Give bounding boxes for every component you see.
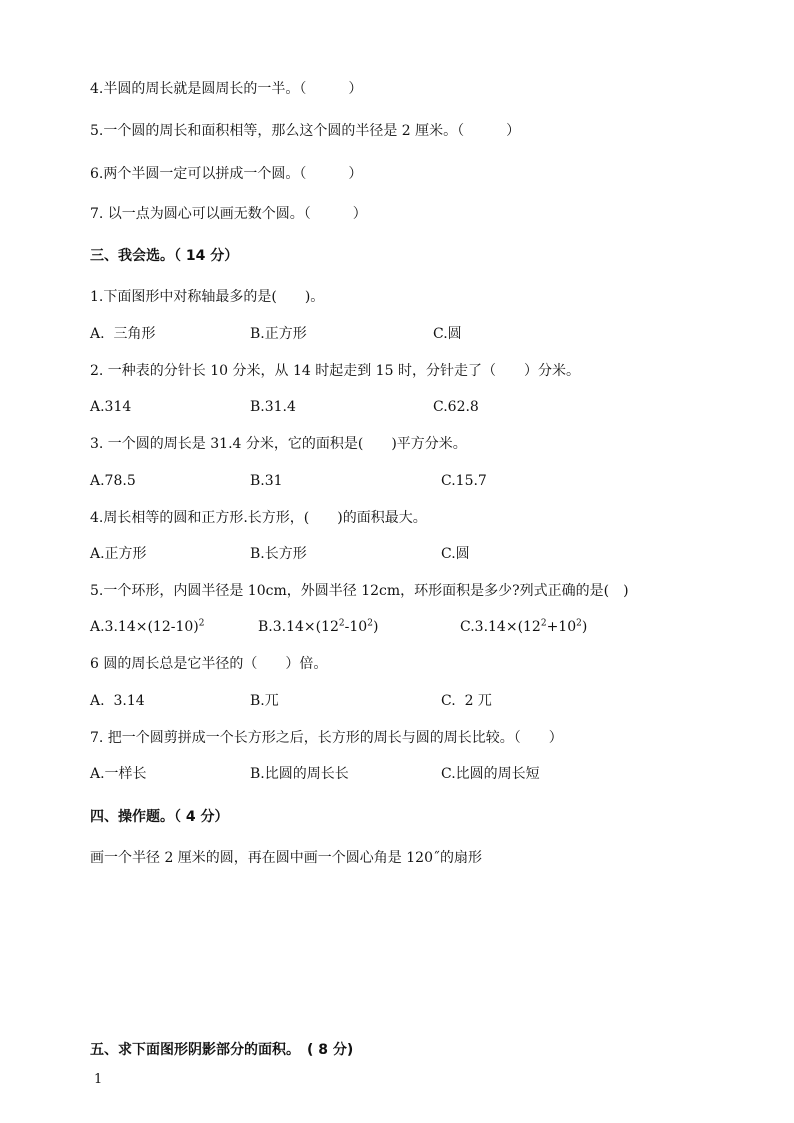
section-5-title: 五、求下面图形阴影部分的面积。 ( 8 分)	[90, 1042, 354, 1058]
choice-q5-option-a: $A.3.14\times(12-10)^2$	[90, 618, 205, 635]
choice-q4-option-a: A.正方形	[90, 546, 147, 562]
judge-item-7: 7. 以一点为圆心可以画无数个圆。（ ）	[90, 206, 367, 222]
choice-q1: 1.下面图形中对称轴最多的是( )。	[90, 289, 325, 305]
choice-q2: 2. 一种表的分针长 10 分米，从 14 时起走到 15 时，分针走了（ ）分米。	[90, 363, 580, 379]
choice-q4: 4.周长相等的圆和正方形.长方形，( )的面积最大。	[90, 510, 427, 526]
page-number: 1	[94, 1072, 103, 1087]
choice-q7: 7. 把一个圆剪拼成一个长方形之后，长方形的周长与圆的周长比较。（ ）	[90, 730, 563, 746]
section-4-title: 四、操作题。（ 4 分）	[90, 809, 229, 825]
choice-q4-option-b: B.长方形	[250, 546, 307, 562]
choice-q7-option-a: A.一样长	[90, 766, 147, 782]
choice-q2-option-b: B.31.4	[250, 399, 296, 415]
choice-q1-option-c: C.圆	[433, 326, 462, 342]
choice-q6: 6 圆的周长总是它半径的（ ）倍。	[90, 656, 328, 672]
judge-item-6: 6.两个半圆一定可以拼成一个圆。（ ）	[90, 166, 363, 182]
section-4-text: 画一个半径 2 厘米的圆，再在圆中画一个圆心角是 120˝的扇形	[90, 850, 482, 866]
choice-q6-option-c: C. 2 兀	[441, 693, 492, 709]
choice-q5: 5.一个环形，内圆半径是 10cm，外圆半径 12cm，环形面积是多少?列式正确的是( )	[90, 583, 629, 599]
choice-q3: 3. 一个圆的周长是 31.4 分米，它的面积是( )平方分米。	[90, 436, 467, 452]
choice-q5-option-c: $C.3.14\times(12^2+10^2)$	[460, 618, 588, 635]
choice-q5-option-b: $B.3.14\times(12^2-10^2)$	[258, 618, 379, 635]
choice-q1-option-b: B.正方形	[250, 326, 307, 342]
choice-q2-option-a: A.314	[90, 399, 132, 415]
judge-item-4: 4.半圆的周长就是圆周长的一半。（ ）	[90, 81, 363, 97]
choice-q1-option-a: A. 三角形	[90, 326, 156, 342]
judge-item-5: 5.一个圆的周长和面积相等，那么这个圆的半径是 2 厘米。（ ）	[90, 123, 521, 139]
choice-q3-option-b: B.31	[250, 473, 283, 489]
choice-q7-option-c: C.比圆的周长短	[441, 766, 540, 782]
choice-q4-option-c: C.圆	[441, 546, 470, 562]
choice-q6-option-b: B.兀	[250, 693, 279, 709]
choice-q7-option-b: B.比圆的周长长	[250, 766, 349, 782]
choice-q3-option-a: A.78.5	[90, 473, 136, 489]
choice-q6-option-a: A. 3.14	[90, 693, 145, 709]
choice-q2-option-c: C.62.8	[433, 399, 479, 415]
choice-q3-option-c: C.15.7	[441, 473, 487, 489]
section-3-title: 三、我会选。（ 14 分）	[90, 248, 239, 264]
